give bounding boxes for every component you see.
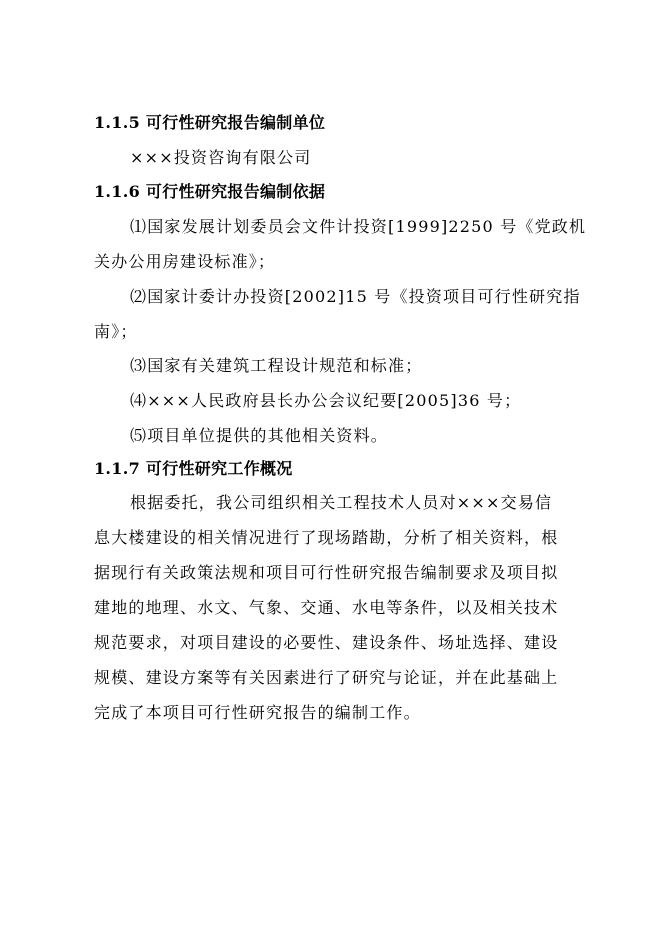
overview-paragraph-line-1: 根据委托，我公司组织相关工程技术人员对×××交易信 [130,493,553,512]
overview-paragraph-line-6: 规模、建设方案等有关因素进行了研究与论证，并在此基础上 [94,668,559,687]
overview-paragraph-line-5: 规范要求，对项目建设的必要性、建设条件、场址选择、建设 [94,633,559,652]
overview-paragraph-line-2: 息大楼建设的相关情况进行了现场踏勘，分析了相关资料，根 [94,528,559,547]
overview-paragraph-line-7: 完成了本项目可行性研究报告的编制工作。 [94,703,421,722]
compiling-unit-name: ×××投资咨询有限公司 [130,148,312,167]
basis-item-1-line-1: ⑴国家发展计划委员会文件计投资[1999]2250 号《党政机 [130,217,587,236]
overview-paragraph-line-3: 据现行有关政策法规和项目可行性研究报告编制要求及项目拟 [94,563,559,582]
section-heading-1-1-5: 1.1.5 可行性研究报告编制单位 [94,113,326,132]
overview-paragraph-line-4: 建地的地理、水文、气象、交通、水电等条件，以及相关技术 [94,598,559,617]
section-heading-1-1-7: 1.1.7 可行性研究工作概况 [94,459,293,478]
basis-item-5: ⑸项目单位提供的其他相关资料。 [130,426,389,445]
section-heading-1-1-6: 1.1.6 可行性研究报告编制依据 [94,182,326,201]
basis-item-4: ⑷×××人民政府县长办公会议纪要[2005]36 号； [130,391,522,410]
basis-item-3: ⑶国家有关建筑工程设计规范和标准； [130,356,423,375]
basis-item-1-line-2: 关办公用房建设标准》； [94,252,276,271]
basis-item-2-line-2: 南》； [94,322,138,341]
basis-item-2-line-1: ⑵国家计委计办投资[2002]15 号《投资项目可行性研究指 [130,287,581,306]
